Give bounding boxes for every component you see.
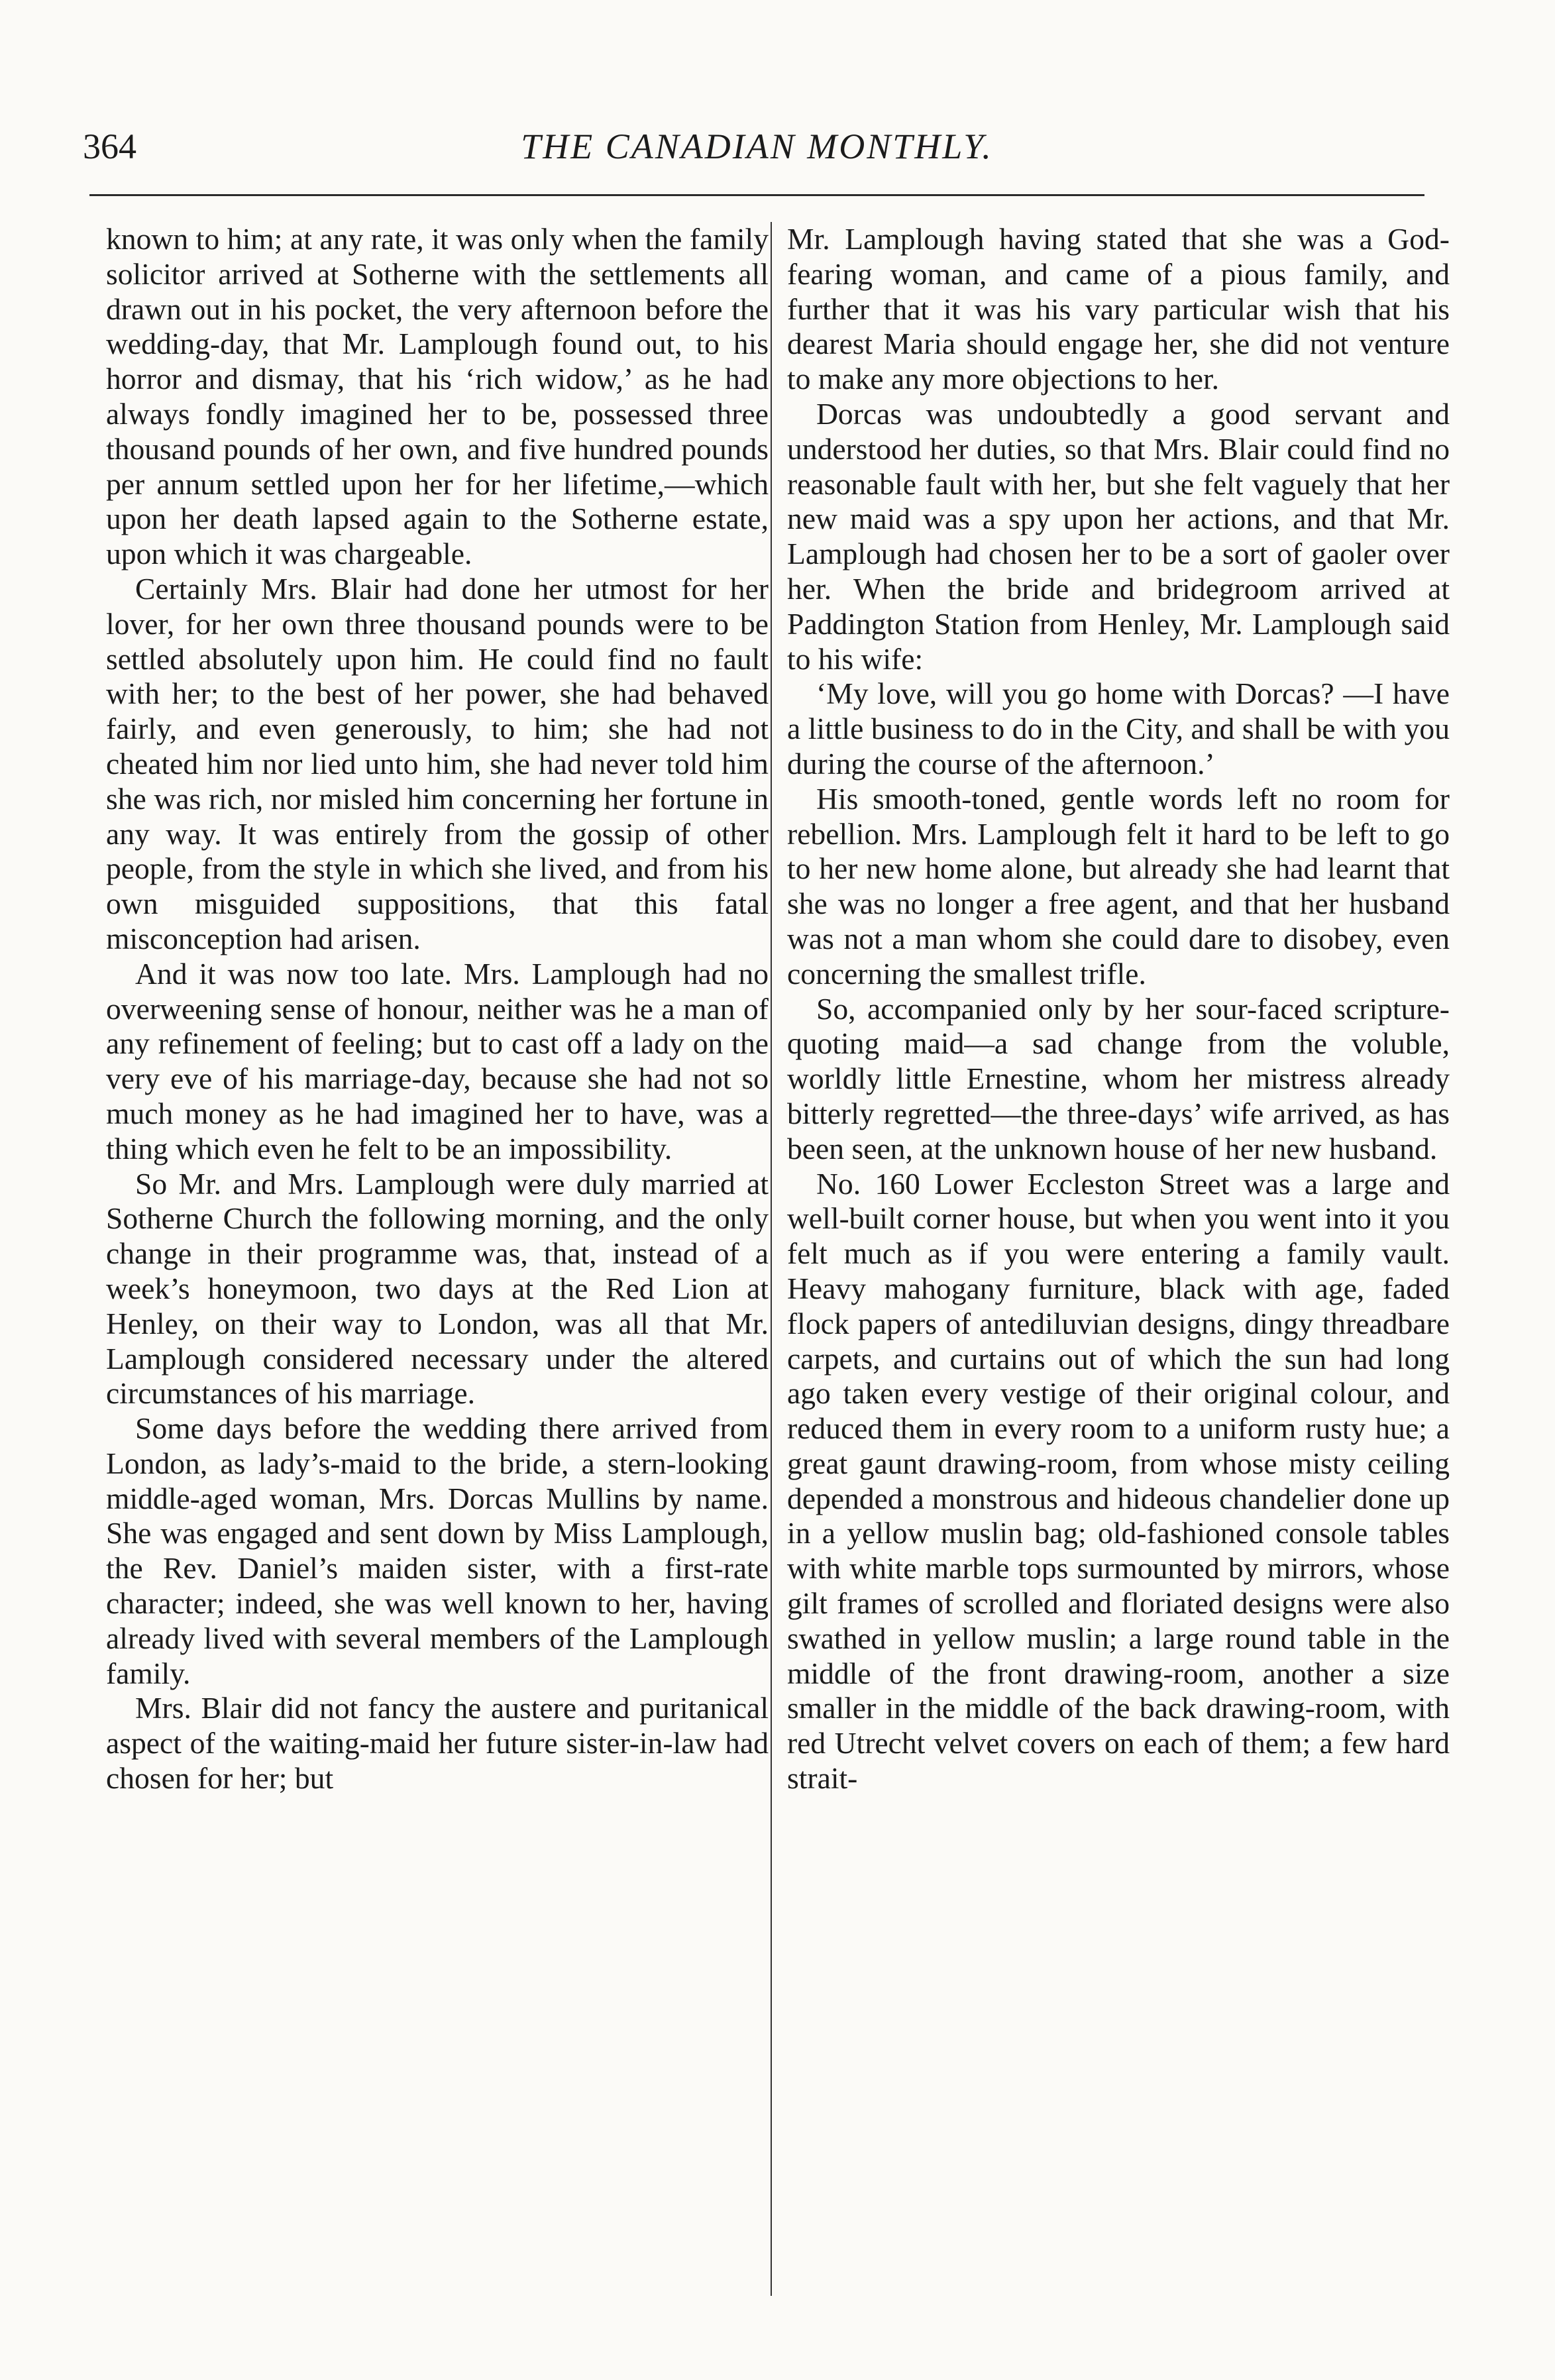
page-number: 364 bbox=[83, 127, 136, 166]
left-column bbox=[106, 222, 769, 1796]
paragraph: Certainly Mrs. Blair had done her utmost for her lover, for her own three thousand pounds were to be settled absolutely upon him. He could find no fault with her; to the best of her power, she had behaved fairly, and even generously, to him; she had not cheated him nor lied unto him, she had never told him she was rich, nor misled him concerning her fortune in any way. It was entirely from the gossip of other people, from the style in which she lived, and from his own misguided suppositions, that this fatal misconception had arisen. bbox=[106, 571, 769, 955]
paragraph: Some days before the wedding there arrived from London, as lady’s-maid to the bride, a stern-looking middle-aged woman, Mrs. Dorcas Mullins by name. She was engaged and sent down by Miss Lamplough, the Rev. Daniel’s maiden sister, with a first-rate character; indeed, she was well known to her, having already lived with several members of the Lamplough family. bbox=[106, 1411, 769, 1690]
right-column bbox=[787, 222, 1450, 1796]
page-header bbox=[83, 113, 1431, 186]
paragraph: Mr. Lamplough having stated that she was a God-fearing woman, and came of a pious family, and further that it was his vary particular wish that his dearest Maria should engage her, she did not venture to make any more objections to her. bbox=[787, 222, 1450, 396]
paragraph: ‘My love, will you go home with Dorcas? —I have a little business to do in the City, and shall be with you during the course of the afternoon.’ bbox=[787, 676, 1450, 781]
paragraph: No. 160 Lower Eccleston Street was a large and well-built corner house, but when you went into it you felt much as if you were entering a family vault. Heavy mahogany furniture, black with age, faded flock papers of antediluvian designs, dingy threadbare carpets, and curtains out of which the sun had long ago taken every vestige of their original colour, and reduced them in every room to a uniform rusty hue; a great gaunt drawing-room, from whose misty ceiling depended a monstrous and hideous chandelier done up in a yellow muslin bag; old-fashioned console tables with white marble tops surmounted by mirrors, whose gilt frames of scrolled and floriated designs were also swathed in yellow muslin; a large round table in the middle of the front drawing-room, another a size smaller in the middle of the back drawing-room, with red Utrecht velvet covers on each of them; a few hard strait- bbox=[787, 1166, 1450, 1796]
header-rule bbox=[89, 194, 1424, 196]
paragraph: Mrs. Blair did not fancy the austere and puritanical aspect of the waiting-maid her future sister-in-law had chosen for her; but bbox=[106, 1691, 769, 1796]
column-divider bbox=[771, 222, 772, 2296]
paragraph: And it was now too late. Mrs. Lamplough had no overweening sense of honour, neither was he a man of any refinement of feeling; but to cast off a lady on the very eve of his marriage-day, because she had not so much money as he had imagined her to have, was a thing which even he felt to be an impossibility. bbox=[106, 956, 769, 1165]
running-title: THE CANADIAN MONTHLY. bbox=[521, 127, 993, 166]
paragraph: known to him; at any rate, it was only when the family solicitor arrived at Sotherne with the settlements all drawn out in his pocket, the very afternoon before the wedding-day, that Mr. Lamplough found out, to his horror and dismay, that his ‘rich widow,’ as he had always fondly imagined her to be, possessed three thousand pounds of her own, and five hundred pounds per annum settled upon her for her lifetime,—which upon her death lapsed again to the Sotherne estate, upon which it was chargeable. bbox=[106, 222, 769, 571]
paragraph: So, accompanied only by her sour-faced scripture-quoting maid—a sad change from the voluble, worldly little Ernestine, whom her mistress already bitterly regretted—the three-days’ wife arrived, as has been seen, at the unknown house of her new husband. bbox=[787, 991, 1450, 1165]
paragraph: Dorcas was undoubtedly a good servant and understood her duties, so that Mrs. Blair could find no reasonable fault with her, but she felt vaguely that her new maid was a spy upon her actions, and that Mr. Lamplough had chosen her to be a sort of gaoler over her. When the bride and bridegroom arrived at Paddington Station from Henley, Mr. Lamplough said to his wife: bbox=[787, 396, 1450, 676]
paragraph: His smooth-toned, gentle words left no room for rebellion. Mrs. Lamplough felt it hard to be left to go to her new home alone, but already she had learnt that she was no longer a free agent, and that her husband was not a man whom she could dare to disobey, even concerning the smallest trifle. bbox=[787, 781, 1450, 991]
paragraph: So Mr. and Mrs. Lamplough were duly married at Sotherne Church the following morning, and the only change in their programme was, that, instead of a week’s honeymoon, two days at the Red Lion at Henley, on their way to London, was all that Mr. Lamplough considered necessary under the altered circumstances of his marriage. bbox=[106, 1166, 769, 1411]
